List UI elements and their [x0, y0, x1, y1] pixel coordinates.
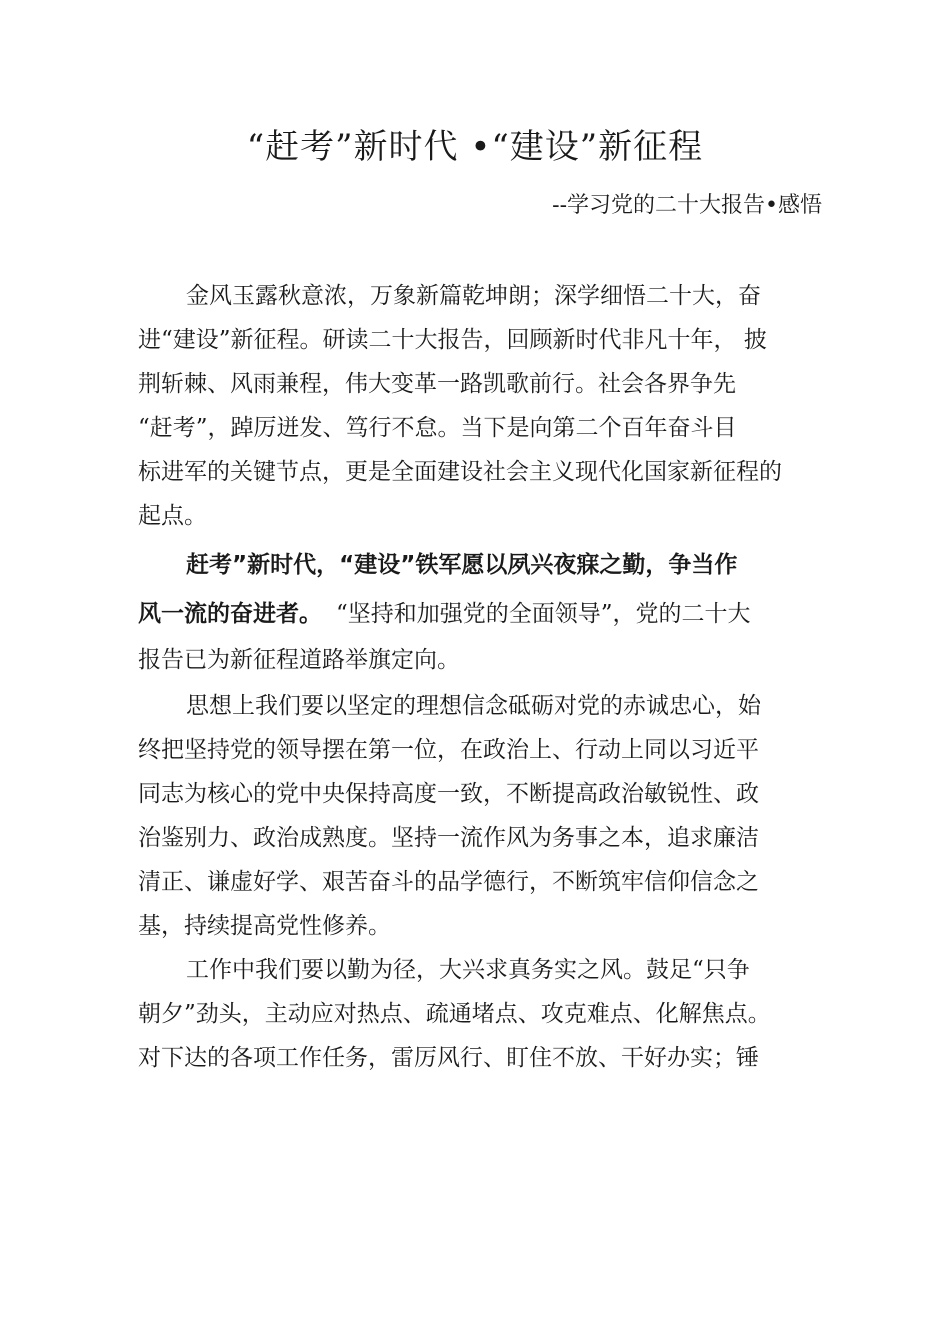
bold-heading-line: 风一流的奋进者。 — [138, 601, 322, 627]
paragraph-line: 报告已为新征程道路举旗定向。 — [138, 647, 460, 673]
paragraph-line: 基，持续提高党性修养。 — [138, 913, 391, 939]
paragraph-line: “赶考”，踔厉迸发、笃行不怠。当下是向第二个百年奋斗目 — [138, 415, 737, 441]
paragraph-line: 思想上我们要以坚定的理想信念砥砺对党的赤诚忠心，始 — [186, 693, 761, 719]
bold-heading-line: 赶考”新时代，“建设”铁军愿以夙兴夜寐之勤，争当作 — [186, 552, 738, 578]
paragraph-line: 进“建设”新征程。研读二十大报告，回顾新时代非凡十年， 披 — [138, 327, 767, 353]
paragraph-line: 工作中我们要以勤为径，大兴求真务实之风。鼓足“只争 — [186, 957, 750, 983]
paragraph-line: 清正、谦虚好学、艰苦奋斗的品学德行，不断筑牢信仰信念之 — [138, 869, 759, 895]
document-title: “赶考”新时代 •“建设”新征程 — [246, 127, 704, 167]
paragraph-line: “坚持和加强党的全面领导”，党的二十大 — [336, 601, 751, 627]
paragraph-line: 标进军的关键节点，更是全面建设社会主义现代化国家新征程的 — [138, 459, 782, 485]
paragraph-line: 同志为核心的党中央保持高度一致，不断提高政治敏锐性、政 — [138, 781, 759, 807]
paragraph-line: 对下达的各项工作任务，雷厉风行、盯住不放、干好办实；锤 — [138, 1045, 759, 1071]
paragraph-line: 治鉴别力、政治成熟度。坚持一流作风为务事之本，追求廉洁 — [138, 825, 759, 851]
paragraph-line: 起点。 — [138, 503, 207, 529]
paragraph-line: 金风玉露秋意浓，万象新篇乾坤朗；深学细悟二十大，奋 — [186, 283, 761, 309]
paragraph-line: 朝夕”劲头，主动应对热点、疏通堵点、攻克难点、化解焦点。 — [138, 1001, 771, 1027]
paragraph-line: 荆斩棘、风雨兼程，伟大变革一路凯歌前行。社会各界争先 — [138, 371, 736, 397]
document-subtitle: --学习党的二十大报告•感悟 — [552, 193, 822, 218]
paragraph-line: 终把坚持党的领导摆在第一位，在政治上、行动上同以习近平 — [138, 737, 759, 763]
